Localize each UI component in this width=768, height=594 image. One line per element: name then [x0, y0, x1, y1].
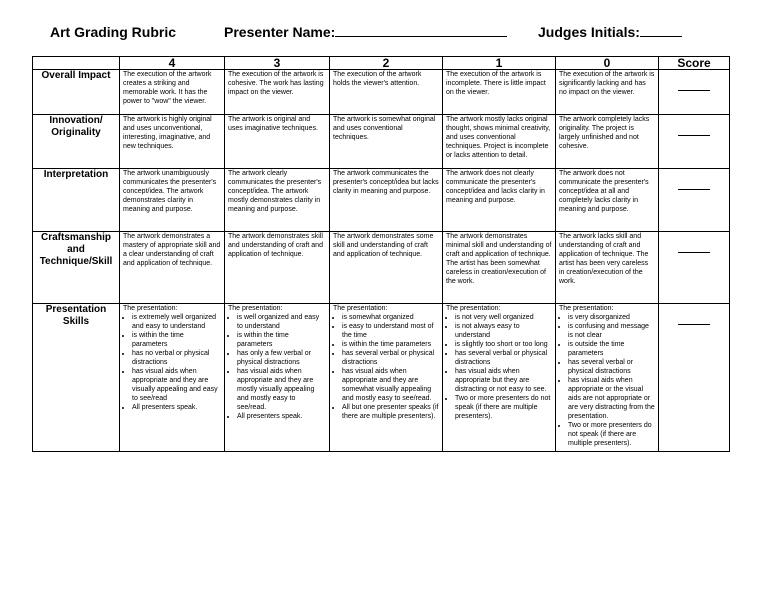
level-2-cell: The artwork communicates the presenter's concept/idea but lacks clarity in meaning and purpose. [330, 169, 443, 232]
row-innovation [33, 115, 730, 169]
criterion-label: Craftsmanship and Technique/Skill [33, 232, 120, 304]
level-0-cell [556, 304, 659, 452]
level-2-cell: The artwork demonstrates some skill and understanding of craft and application of technique. [330, 232, 443, 304]
level-2-cell: The artwork is somewhat original and uses conventional techniques. [330, 115, 443, 169]
list-item: • has several verbal or physical distractions [342, 349, 439, 367]
list-item: • Two or more presenters do not speak (if there are multiple presenters). [568, 421, 655, 448]
header-level-1: 1 [443, 57, 556, 70]
score-cell[interactable] [659, 304, 730, 452]
level-1-cell: The artwork demonstrates minimal skill and understanding of craft and application of technique. The artist has been somewhat careless in creation/execution of the work. [443, 232, 556, 304]
list-item: • has visual aids when appropriate but they are distracting or not easy to see. [455, 367, 552, 394]
list-item: • is not always easy to understand [455, 322, 552, 340]
level-0-cell: The artwork does not communicate the presenter's concept/idea at all and completely lacks clarity in meaning and purpose. [556, 169, 659, 232]
score-line[interactable] [678, 189, 710, 190]
list-intro: The presentation: [333, 305, 388, 312]
score-line[interactable] [678, 252, 710, 253]
level-3-cell [225, 304, 330, 452]
rubric-table [32, 56, 730, 452]
list-item: • is very disorganized [568, 313, 655, 322]
row-presentation-skills [33, 304, 730, 452]
level-4-cell: The artwork unambiguously communicates the presenter's concept/idea. The artwork demonstrates clarity in meaning and purpose. [120, 169, 225, 232]
presenter-name-label: Presenter Name: [224, 24, 336, 40]
criterion-label: Interpretation [33, 169, 120, 232]
score-line[interactable] [678, 90, 710, 91]
bullet-list [446, 313, 552, 421]
criterion-label: Overall Impact [33, 70, 120, 115]
header-level-0: 0 [556, 57, 659, 70]
header-level-3: 3 [225, 57, 330, 70]
level-4-cell [120, 304, 225, 452]
row-craftsmanship [33, 232, 730, 304]
list-item: • has visual aids when appropriate and they are mostly visually appealing and mostly easy to see/read. [237, 367, 326, 412]
bullet-list [228, 313, 326, 421]
bullet-list [123, 313, 221, 412]
list-item: • has visual aids when appropriate and they are visually appealing and easy to see/read [132, 367, 221, 403]
header-score: Score [659, 57, 730, 70]
list-item: • has visual aids when appropriate or the visual aids are not appropriate or are very distracting from the presentation. [568, 376, 655, 421]
row-interpretation [33, 169, 730, 232]
list-item: • has no verbal or physical distractions [132, 349, 221, 367]
header-level-4: 4 [120, 57, 225, 70]
level-2-cell: The execution of the artwork holds the viewer's attention. [330, 70, 443, 115]
list-item: • is within the time parameters [237, 331, 326, 349]
level-3-cell: The artwork clearly communicates the presenter's concept/idea. The artwork mostly demonstrates clarity in meaning and purpose. [225, 169, 330, 232]
level-2-cell [330, 304, 443, 452]
list-item: • has several verbal or physical distractions [568, 358, 655, 376]
score-cell[interactable] [659, 70, 730, 115]
level-4-cell: The artwork demonstrates a mastery of appropriate skill and a clear understanding of craft and application of technique. [120, 232, 225, 304]
list-item: • is within the time parameters [342, 340, 439, 349]
row-overall-impact [33, 70, 730, 115]
score-cell[interactable] [659, 115, 730, 169]
list-item: • All but one presenter speaks (if there are multiple presenters). [342, 403, 439, 421]
list-item: • is well organized and easy to understand [237, 313, 326, 331]
list-intro: The presentation: [559, 305, 614, 312]
judges-initials-line[interactable] [640, 24, 682, 37]
level-3-cell: The artwork demonstrates skill and understanding of craft and application of technique. [225, 232, 330, 304]
rubric-title: Art Grading Rubric [50, 24, 177, 40]
header-row [33, 57, 730, 70]
judges-initials-label: Judges Initials: [538, 24, 640, 40]
list-item: • is extremely well organized and easy to understand [132, 313, 221, 331]
list-intro: The presentation: [228, 305, 283, 312]
level-1-cell: The artwork mostly lacks original thought, shows minimal creativity, and uses conventional techniques. Project is incomplete or lacks attention to detail. [443, 115, 556, 169]
presenter-name-line[interactable] [335, 24, 507, 37]
criterion-label: Presentation Skills [33, 304, 120, 452]
level-0-cell: The artwork completely lacks originality. The project is largely unfinished and not cohesive. [556, 115, 659, 169]
list-item: • All presenters speak. [132, 403, 221, 412]
judges-initials-field[interactable] [538, 24, 682, 40]
list-item: • is somewhat organized [342, 313, 439, 322]
list-item: • Two or more presenters do not speak (if there are multiple presenters). [455, 394, 552, 421]
list-item: • is slightly too short or too long [455, 340, 552, 349]
list-item: • has several verbal or physical distractions [455, 349, 552, 367]
presenter-name-field[interactable] [224, 24, 507, 40]
list-item: • is confusing and message is not clear [568, 322, 655, 340]
level-1-cell: The execution of the artwork is incomplete. There is little impact on the viewer. [443, 70, 556, 115]
criterion-label: Innovation/ Originality [33, 115, 120, 169]
level-1-cell: The artwork does not clearly communicate the presenter's concept/idea and lacks clarity in meaning and purpose. [443, 169, 556, 232]
level-3-cell: The artwork is original and uses imaginative techniques. [225, 115, 330, 169]
list-item: • is within the time parameters [132, 331, 221, 349]
score-cell[interactable] [659, 232, 730, 304]
list-item: • is outside the time parameters [568, 340, 655, 358]
header-criterion [33, 57, 120, 70]
list-item: • is not very well organized [455, 313, 552, 322]
list-item: • has only a few verbal or physical distractions [237, 349, 326, 367]
score-line[interactable] [678, 135, 710, 136]
header-level-2: 2 [330, 57, 443, 70]
score-line[interactable] [678, 324, 710, 325]
bullet-list [559, 313, 655, 448]
score-cell[interactable] [659, 169, 730, 232]
level-0-cell: The artwork lacks skill and understanding of craft and application of technique. The artist has been very careless in creation/execution of the work. [556, 232, 659, 304]
list-intro: The presentation: [123, 305, 178, 312]
level-4-cell: The artwork is highly original and uses unconventional, interesting, imaginative, and new techniques. [120, 115, 225, 169]
list-item: • All presenters speak. [237, 412, 326, 421]
list-item: • is easy to understand most of the time [342, 322, 439, 340]
list-intro: The presentation: [446, 305, 501, 312]
level-0-cell: The execution of the artwork is significantly lacking and has no impact on the viewer. [556, 70, 659, 115]
list-item: • has visual aids when appropriate and they are somewhat visually appealing and mostly easy to see/read. [342, 367, 439, 403]
level-3-cell: The execution of the artwork is cohesive. The work has lasting impact on the viewer. [225, 70, 330, 115]
level-4-cell: The execution of the artwork creates a striking and memorable work. It has the power to "wow" the viewer. [120, 70, 225, 115]
bullet-list [333, 313, 439, 421]
level-1-cell [443, 304, 556, 452]
